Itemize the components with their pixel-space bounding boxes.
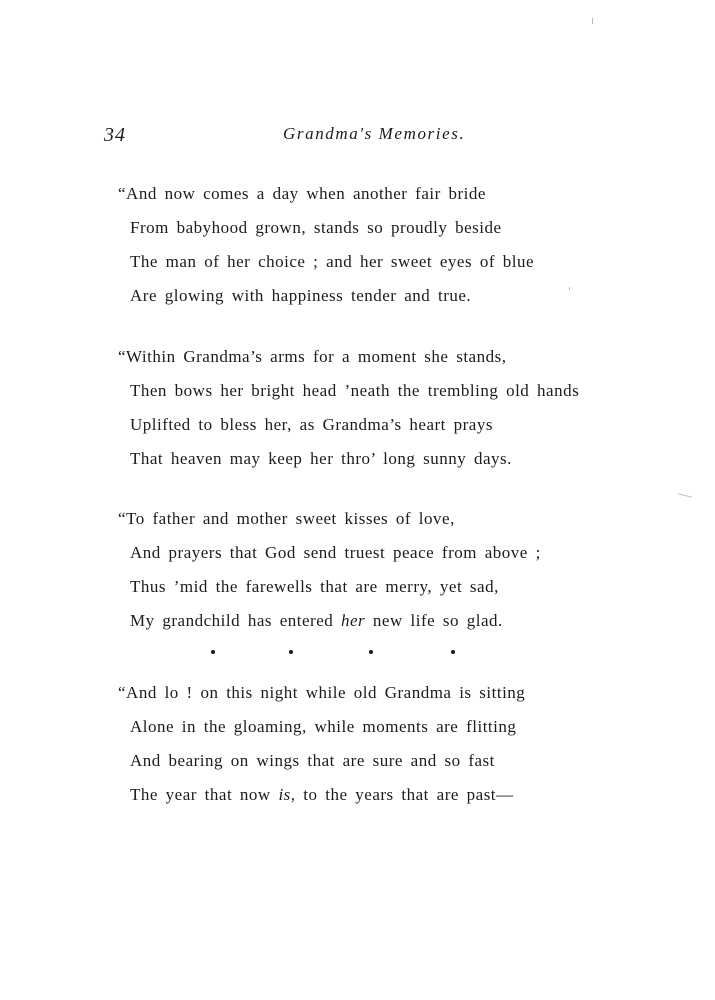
verse-line: Uplifted to bless her, as Grandma’s heart prays [130, 415, 493, 434]
verse-line: “To father and mother sweet kisses of love, [118, 509, 455, 528]
separator-dot [289, 650, 293, 654]
verse-line: And prayers that God send truest peace from above ; [130, 543, 541, 562]
verse-line: “Within Grandma’s arms for a moment she stands, [118, 347, 507, 366]
verse-line: Then bows her bright head ’neath the trembling old hands [130, 381, 580, 400]
verse-text: new life so glad. [365, 611, 503, 630]
verse-line: Thus ’mid the farewells that are merry, yet sad, [130, 577, 499, 596]
verse-line: From babyhood grown, stands so proudly beside [130, 218, 502, 237]
verse-line: The man of her choice ; and her sweet eyes of blue [130, 252, 534, 271]
stanza-2 [118, 340, 678, 476]
stanza-1 [118, 177, 678, 313]
verse-text: , to the years that are past— [290, 785, 514, 804]
verse-line: Are glowing with happiness tender and true. [130, 286, 472, 305]
verse-line: Alone in the gloaming, while moments are flitting [130, 717, 517, 736]
paper-speck [592, 18, 593, 24]
stanza-4 [118, 676, 678, 812]
running-title: Grandma's Memories. [283, 124, 466, 143]
separator-dot [369, 650, 373, 654]
verse-line [118, 778, 678, 812]
paper-speck [569, 287, 570, 290]
stanza-3 [118, 502, 678, 638]
separator-dot [451, 650, 455, 654]
verse-text: The year that now [130, 785, 279, 804]
page-number: 34 [104, 124, 126, 146]
verse-line: That heaven may keep her thro’ long sunny days. [130, 449, 512, 468]
emphasized-word: is [278, 785, 291, 804]
verse-text: My grandchild has entered [130, 611, 341, 630]
verse-line: And bearing on wings that are sure and so fast [130, 751, 495, 770]
emphasized-word: her [341, 611, 366, 630]
verse-line [118, 604, 678, 638]
section-separator [0, 646, 715, 660]
verse-line: “And now comes a day when another fair bride [118, 184, 486, 203]
paper-speck [678, 493, 692, 497]
verse-line: “And lo ! on this night while old Grandma is sitting [118, 683, 526, 702]
separator-dot [211, 650, 215, 654]
